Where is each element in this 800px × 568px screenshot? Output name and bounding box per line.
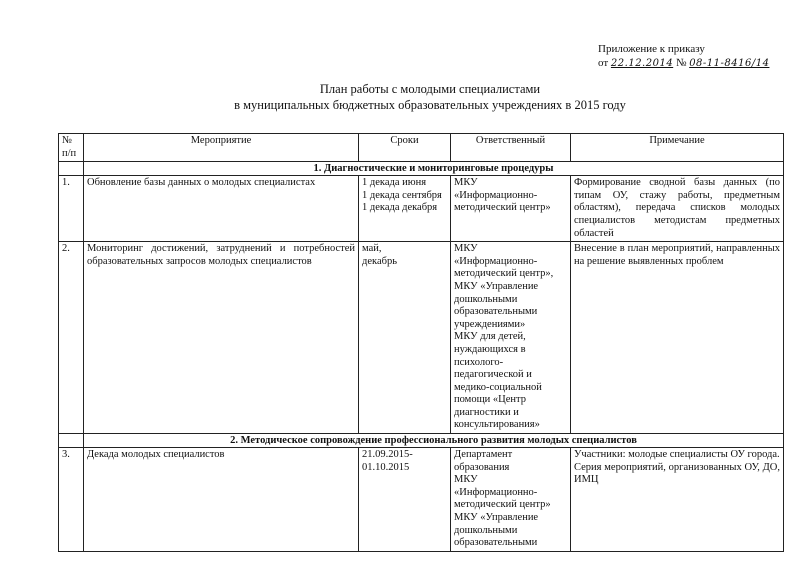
annex-number-label: № <box>675 57 687 69</box>
term: 21.09.2015- <box>362 449 413 461</box>
work-plan-table <box>58 133 784 552</box>
note-line: Серия мероприятий, организованных ОУ, ДО, ИМЦ <box>574 461 780 486</box>
responsible-line: «Информационно- <box>454 255 538 267</box>
responsible-line: дошкольными <box>454 524 518 536</box>
responsible-line: образовательными <box>454 306 538 318</box>
annex-label: Приложение к приказу <box>598 43 705 55</box>
row-event: Декада молодых специалистов <box>84 448 359 552</box>
header-number: № п/п <box>59 134 84 162</box>
responsible-line: «Информационно- <box>454 189 538 201</box>
row-event: Обновление базы данных о молодых специалистах <box>84 176 359 242</box>
table-row <box>59 176 784 242</box>
document-subtitle: в муниципальных бюджетных образовательных учреждениях в 2015 году <box>234 98 626 112</box>
responsible-line: «Информационно- <box>454 486 538 498</box>
row-note: Формирование сводной базы данных (по типам ОУ, стажу работы, предметным областям), передача списков молодых специалистов методистам предметных областей <box>571 176 784 242</box>
header-responsible: Ответственный <box>451 134 571 162</box>
responsible-line: диагностики и <box>454 406 519 418</box>
note-line: Участники: молодые специалисты ОУ города. <box>574 449 780 461</box>
row-number: 3. <box>59 448 84 552</box>
row-number: 2. <box>59 242 84 434</box>
row-terms <box>359 448 451 552</box>
row-terms <box>359 176 451 242</box>
section-row <box>59 162 784 176</box>
responsible-line: учреждениями» <box>454 318 526 330</box>
annex-order-line <box>598 56 769 71</box>
responsible-line: МКУ «Управление <box>454 280 539 292</box>
annex-reference <box>598 42 769 71</box>
responsible-line: методический центр» <box>454 202 551 214</box>
responsible-line: медико-социальной <box>454 381 542 393</box>
table-row <box>59 448 784 552</box>
table-row <box>59 242 784 434</box>
term: 1 декада декабря <box>362 202 438 214</box>
header-terms: Сроки <box>359 134 451 162</box>
responsible-line: помощи «Центр <box>454 394 526 406</box>
section-title: 2. Методическое сопровождение профессионального развития молодых специалистов <box>84 434 784 448</box>
handwritten-date: 22.12.2014 <box>610 58 674 69</box>
section-empty-cell <box>59 434 84 448</box>
responsible-line: психолого- <box>454 356 504 368</box>
section-empty-cell <box>59 162 84 176</box>
row-note <box>571 448 784 552</box>
responsible-line: МКУ <box>454 243 478 255</box>
header-note: Примечание <box>571 134 784 162</box>
row-note: Внесение в план мероприятий, направленных на решение выявленных проблем <box>571 242 784 434</box>
responsible-line: Департамент <box>454 449 513 461</box>
table-header-row <box>59 134 784 162</box>
term: 1 декада июня <box>362 177 427 189</box>
responsible-line: дошкольными <box>454 293 518 305</box>
responsible-line: образования <box>454 461 510 473</box>
row-number: 1. <box>59 176 84 242</box>
responsible-line: методический центр», <box>454 268 554 280</box>
responsible-line: методический центр» <box>454 499 551 511</box>
responsible-line: МКУ <box>454 474 478 486</box>
responsible-line: МКУ «Управление <box>454 512 539 524</box>
responsible-line: МКУ для детей, <box>454 331 526 343</box>
handwritten-number: 08-11-8416/14 <box>689 58 770 69</box>
row-event: Мониторинг достижений, затруднений и потребностей образовательных запросов молодых специалистов <box>84 242 359 434</box>
document-title: План работы с молодыми специалистами <box>319 82 541 96</box>
row-responsible <box>451 176 571 242</box>
row-responsible <box>451 448 571 552</box>
responsible-line: МКУ <box>454 177 478 189</box>
responsible-line: педагогической и <box>454 369 532 381</box>
term: 1 декада сентября <box>362 189 442 201</box>
term: декабрь <box>362 255 397 267</box>
section-title: 1. Диагностические и мониторинговые процедуры <box>84 162 784 176</box>
responsible-line: образовательными <box>454 537 538 549</box>
term: май, <box>362 243 382 255</box>
term: 01.10.2015 <box>362 461 410 473</box>
row-responsible <box>451 242 571 434</box>
responsible-line: консультирования» <box>454 419 540 431</box>
header-event: Мероприятие <box>84 134 359 162</box>
annex-prefix: от <box>598 57 609 69</box>
responsible-line: нуждающихся в <box>454 343 526 355</box>
row-terms <box>359 242 451 434</box>
section-row <box>59 434 784 448</box>
